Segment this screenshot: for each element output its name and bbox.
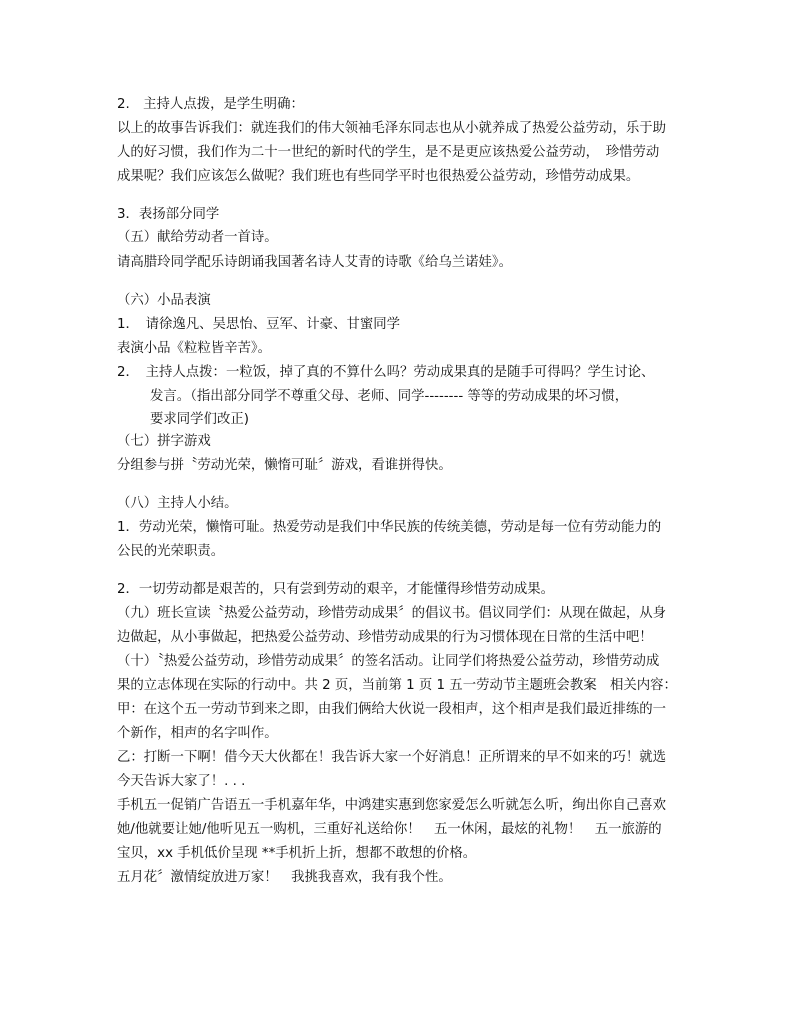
text-line: 1． 请徐逸凡、吴思怡、豆军、计豪、甘蜜同学 — [117, 317, 401, 332]
text-line: 2． 主持人点拨：一粒饭，掉了真的不算什么吗？劳动成果真的是随手可得吗？学生讨论、 — [117, 365, 655, 380]
text-line: 2．一切劳动都是艰苦的，只有尝到劳动的艰辛，才能懂得珍惜劳动成果。 — [117, 582, 555, 597]
text-line: 宝贝，xx 手机低价呈现 **手机折上折，想都不敢想的价格。 — [117, 846, 477, 861]
text-line: 个新作，相声的名字叫作。 — [117, 726, 278, 741]
text-line: 手机五一促销广告语五一手机嘉年华，中鸿建实惠到您家爱怎么听就怎么听，绚出你自己喜欢 — [117, 798, 667, 813]
text-line: 五月花〞激情绽放进万家！ 我挑我喜欢，我有我个性。 — [117, 870, 452, 885]
text-line: （十）〝热爱公益劳动，珍惜劳动成果〞的签名活动。让同学们将热爱公益劳动，珍惜劳动成 — [117, 654, 660, 669]
text-line: （五）献给劳动者一首诗。 — [117, 230, 278, 245]
text-line: 公民的光荣职责。 — [117, 544, 225, 559]
text-line: 表演小品《粒粒皆辛苦》。 — [117, 341, 271, 356]
text-line: 1．劳动光荣，懒惰可耻。热爱劳动是我们中华民族的传统美德，劳动是每一位有劳动能力的 — [117, 520, 662, 535]
text-line: （八）主持人小结。 — [117, 496, 238, 511]
text-line: 以上的故事告诉我们：就连我们的伟大领袖毛泽东同志也从小就养成了热爱公益劳动，乐于助 — [117, 121, 667, 136]
text-line: （九）班长宣读〝热爱公益劳动，珍惜劳动成果〞的倡议书。倡议同学们：从现在做起，从身 — [117, 606, 667, 621]
text-line: 发言。（指出部分同学不尊重父母、老师、同学-------- 等等的劳动成果的坏习惯， — [150, 389, 629, 404]
text-line: 2. 主持人点拨，是学生明确： — [117, 97, 304, 112]
text-line: （七）拼字游戏 — [117, 434, 211, 449]
text-line: 人的好习惯，我们作为二十一世纪的新时代的学生，是不是更应该热爱公益劳动， 珍惜劳动 — [117, 145, 660, 160]
text-line: 果的立志体现在实际的行动中。共 2 页，当前第 1 页 1 五一劳动节主题班会教案 相关内容： — [117, 678, 677, 693]
text-line: 乙：打断一下啊！借今天大伙都在！我告诉大家一个好消息！正所谓来的早不如来的巧！就选 — [117, 750, 667, 765]
text-line: 成果呢？我们应该怎么做呢？我们班也有些同学平时也很热爱公益劳动，珍惜劳动成果。 — [117, 169, 640, 184]
text-line: 边做起，从小事做起，把热爱公益劳动、珍惜劳动成果的行为习惯体现在日常的生活中吧！ — [117, 630, 653, 645]
text-line: （六）小品表演 — [117, 293, 211, 308]
text-line: 分组参与拼〝劳动光荣，懒惰可耻〞游戏，看谁拼得快。 — [117, 458, 452, 473]
text-line: 今天告诉大家了！. . . — [117, 774, 246, 789]
text-line: 甲：在这个五一劳动节到来之即，由我们俩给大伙说一段相声，这个相声是我们最近排练的一 — [117, 702, 667, 717]
text-line: 她/他就要让她/他听见五一购机，三重好礼送给你！ 五一休闲，最炫的礼物！ 五一旅游的 — [117, 822, 662, 837]
text-line: 请高腊玲同学配乐诗朗诵我国著名诗人艾青的诗歌《给乌兰诺娃》。 — [117, 255, 513, 270]
text-line: 3．表扬部分同学 — [117, 207, 220, 222]
text-line: 要求同学们改正) — [150, 412, 249, 427]
